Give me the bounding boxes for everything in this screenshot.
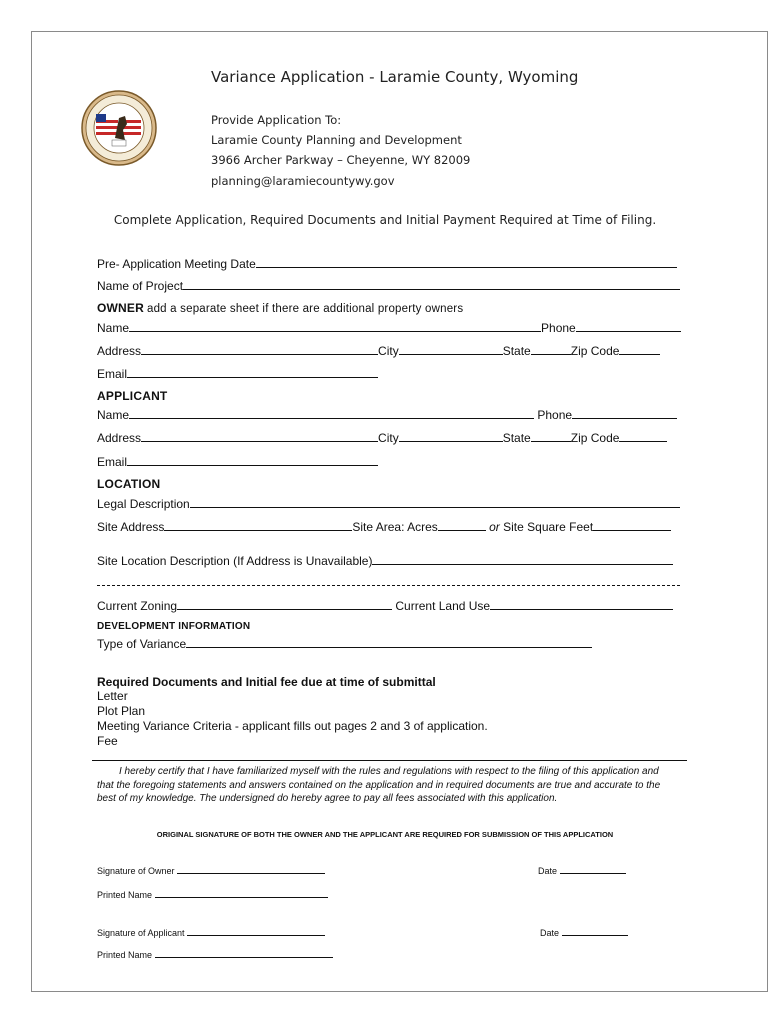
printed-name-field[interactable] <box>155 948 333 958</box>
legal-desc-label: Legal Description <box>97 497 190 511</box>
site-desc-field[interactable] <box>372 553 673 565</box>
applicant-city-field[interactable] <box>399 430 503 442</box>
applicant-signature-field[interactable] <box>187 926 325 936</box>
filing-notice: Complete Application, Required Documents and Initial Payment Required at Time of Filing. <box>113 213 657 227</box>
owner-phone-label: Phone <box>541 321 576 335</box>
site-address-label: Site Address <box>97 520 165 534</box>
owner-state-label: State <box>502 344 531 358</box>
required-docs-heading: Required Documents and Initial fee due at time of submittal <box>97 675 436 689</box>
site-sqft-field[interactable] <box>593 519 671 531</box>
owner-note: add a separate sheet if there are additional property owners <box>146 303 464 315</box>
certification-text: I hereby certify that I have familiarized myself with the rules and regulations with respect to the filing of this application and that the foregoing statements and answers contained on the application and in required documents are true and accurate to the best of my knowledge. The undersigned do hereby agree to pay all fees associated with this application. <box>97 766 661 804</box>
owner-signature-field[interactable] <box>177 864 325 874</box>
land-use-label: Current Land Use <box>395 599 491 613</box>
applicant-zip-field[interactable] <box>619 430 667 442</box>
site-area-field[interactable] <box>438 519 486 531</box>
owner-address-label: Address <box>97 344 142 358</box>
owner-email-label: Email <box>97 367 128 381</box>
divider <box>92 760 687 761</box>
org-address: 3966 Archer Parkway – Cheyenne, WY 82009 <box>211 153 471 167</box>
required-item: Plot Plan <box>97 704 146 718</box>
applicant-phone-label: Phone <box>537 408 573 422</box>
owner-address-row <box>97 343 660 359</box>
applicant-phone-field[interactable] <box>572 407 677 419</box>
county-seal-icon <box>81 90 157 166</box>
project-row <box>97 278 680 294</box>
owner-signature-label: Signature of Owner <box>97 866 175 876</box>
printed-name-field[interactable] <box>155 888 328 898</box>
owner-phone-field[interactable] <box>576 320 681 332</box>
pre-app-row <box>97 256 677 272</box>
zoning-label: Current Zoning <box>97 599 178 613</box>
owner-city-label: City <box>378 344 399 358</box>
applicant-city-label: City <box>378 431 399 445</box>
printed-name-label: Printed Name <box>97 890 153 900</box>
land-use-field[interactable] <box>490 598 673 610</box>
site-desc-row <box>97 553 673 569</box>
applicant-date-field[interactable] <box>562 926 628 936</box>
owner-date-field[interactable] <box>560 864 626 874</box>
project-field[interactable] <box>183 278 680 290</box>
owner-state-field[interactable] <box>531 343 571 355</box>
applicant-state-label: State <box>502 431 531 445</box>
variance-type-field[interactable] <box>186 636 592 648</box>
zoning-field[interactable] <box>177 598 392 610</box>
applicant-heading <box>97 389 167 403</box>
site-desc-continuation-line[interactable] <box>97 585 680 586</box>
document-title: Variance Application - Laramie County, Wyoming <box>211 68 579 86</box>
owner-email-row <box>97 366 378 382</box>
applicant-name-field[interactable] <box>129 407 534 419</box>
owner-name-label: Name <box>97 321 130 335</box>
legal-desc-row <box>97 496 680 512</box>
printed-name-row-2 <box>97 948 333 960</box>
site-address-row <box>97 519 671 535</box>
project-label: Name of Project <box>97 279 184 293</box>
pre-app-label: Pre- Application Meeting Date <box>97 257 256 271</box>
org-email: planning@laramiecountywy.gov <box>211 174 395 188</box>
applicant-email-row <box>97 454 378 470</box>
signature-requirement-note: ORIGINAL SIGNATURE OF BOTH THE OWNER AND THE APPLICANT ARE REQUIRED FOR SUBMISSION OF THIS APPLICATION <box>156 830 614 839</box>
owner-zip-field[interactable] <box>619 343 660 355</box>
owner-date-row <box>538 864 626 876</box>
required-item: Letter <box>97 689 128 703</box>
applicant-name-label: Name <box>97 408 130 422</box>
applicant-name-row <box>97 407 677 423</box>
owner-city-field[interactable] <box>399 343 503 355</box>
applicant-signature-row <box>97 926 325 938</box>
applicant-heading-label: APPLICANT <box>97 389 168 403</box>
owner-address-field[interactable] <box>141 343 378 355</box>
required-item: Meeting Variance Criteria - applicant fills out pages 2 and 3 of application. <box>97 719 488 733</box>
variance-type-row <box>97 636 592 652</box>
site-sqft-label: Site Square Feet <box>503 520 594 534</box>
printed-name-row-1 <box>97 888 328 900</box>
zoning-row <box>97 598 673 614</box>
applicant-state-field[interactable] <box>531 430 571 442</box>
or-label: or <box>489 520 500 534</box>
development-heading <box>97 621 250 632</box>
legal-desc-field[interactable] <box>190 496 680 508</box>
applicant-signature-label: Signature of Applicant <box>97 928 185 938</box>
printed-name-label: Printed Name <box>97 950 153 960</box>
owner-name-row <box>97 320 681 336</box>
owner-zip-label: Zip Code <box>570 344 620 358</box>
owner-email-field[interactable] <box>127 366 378 378</box>
site-area-label: Site Area: Acres <box>352 520 438 534</box>
development-heading-label: DEVELOPMENT INFORMATION <box>97 621 251 632</box>
location-heading <box>97 477 160 491</box>
site-desc-label: Site Location Description (If Address is Unavailable) <box>97 554 373 568</box>
applicant-address-row <box>97 430 667 446</box>
provide-to-label: Provide Application To: <box>211 113 342 127</box>
org-name: Laramie County Planning and Development <box>211 133 462 147</box>
location-heading-label: LOCATION <box>97 477 161 491</box>
applicant-zip-label: Zip Code <box>570 431 620 445</box>
owner-signature-row <box>97 864 325 876</box>
variance-type-label: Type of Variance <box>97 637 187 651</box>
owner-heading <box>97 301 463 315</box>
applicant-address-label: Address <box>97 431 142 445</box>
applicant-date-row <box>540 926 628 938</box>
owner-heading-label: OWNER <box>97 301 144 315</box>
owner-date-label: Date <box>538 866 558 876</box>
applicant-email-field[interactable] <box>127 454 378 466</box>
pre-app-field[interactable] <box>256 256 677 268</box>
applicant-email-label: Email <box>97 455 128 469</box>
owner-name-field[interactable] <box>129 320 541 332</box>
required-item: Fee <box>97 734 118 748</box>
site-address-field[interactable] <box>164 519 352 531</box>
applicant-date-label: Date <box>540 928 560 938</box>
applicant-address-field[interactable] <box>141 430 378 442</box>
